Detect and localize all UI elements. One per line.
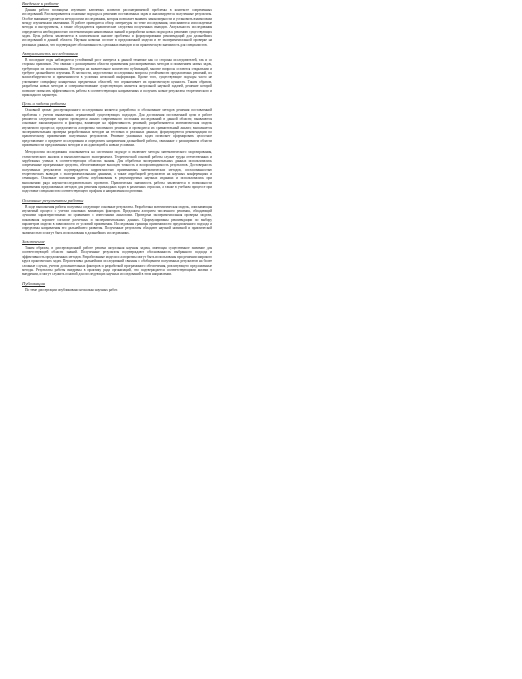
section-paragraph: Таким образом, в диссертационной работе решена актуальная научная задача, имеющая существенное значение для соответствующей области знаний. Полученные результаты подтверждают обоснованность выбранного подхода и эффективность предложенных методов. Разработанные модели и алгоритмы могут быть использованы при решении широкого круга практических задач. Перспективы дальнейших исследований связаны с обобщением полученных результатов на более сложные случаи, учетом дополнительных факторов и разработкой программного обеспечения, реализующего предложенные методы. Результаты работы внедрены в практику ряда организаций, что подтверждается соответствующими актами о внедрении, и могут служить основой для последующих научных исследований в этом направлении. [22,246,212,277]
section-results [22,198,212,235]
section-heading: Актуальность исследования [22,51,78,57]
section-heading: Публикации [22,280,46,286]
section-paragraph: В последние годы наблюдается устойчивый рост интереса к данной тематике как со стороны исследователей, так и со стороны практиков. Это связано с расширением области применения рассматриваемых методов и появлением новых задач, требующих их использования. Несмотря на значительное количество публикаций, многие вопросы остаются открытыми и требуют дальнейшего изучения. В частности, недостаточно исследованы вопросы устойчивости предлагаемых решений, их масштабируемости и применимости в условиях неполной информации. Кроме того, существующие подходы часто не учитывают специфику конкретных предметных областей, что ограничивает их практическую ценность. Таким образом, разработка новых методов и совершенствование существующих является актуальной научной задачей, решение которой позволит повысить эффективность работы в соответствующих направлениях и получить новые результаты теоретического и прикладного характера. [22,58,212,97]
section-intro [22,1,212,47]
section-paragraph: Данная работа посвящена изучению ключевых аспектов рассматриваемой проблемы в контексте современных исследований. Рассматриваются основные подходы к решению поставленных задач и анализируются полученные результаты. Особое внимание уделяется методологии исследования, которая позволяет выявить закономерности и установить взаимосвязи между изучаемыми явлениями. В работе приводится обзор литературы по теме исследования, описываются используемые методы и инструменты, а также обсуждаются практические следствия полученных выводов. Актуальность исследования определяется необходимостью систематизации накопленных знаний и разработки новых подходов к решению существующих задач. Цель работы заключается в комплексном анализе проблемы и формулировании рекомендаций для дальнейших исследований в данной области. Научная новизна состоит в предложенной модели и ее экспериментальной проверке на реальных данных, что подтверждает обоснованность сделанных выводов и их практическую значимость для специалистов. [22,8,212,47]
section-conclusion [22,239,212,276]
section-publications [22,281,212,292]
section-relevance [22,51,212,97]
section-heading: Цель и задачи работы [22,101,66,107]
section-heading: Основные результаты работы [22,197,84,203]
section-paragraph: В ходе выполнения работы получены следующие основные результаты. Разработана математическая модель, описывающая изучаемый процесс с учетом основных влияющих факторов. Предложен алгоритм численного решения, обладающий лучшими характеристиками по сравнению с известными аналогами. Проведена экспериментальная проверка модели, показавшая хорошее согласие расчетных и экспериментальных данных. Сформулированы рекомендации по выбору параметров модели в зависимости от условий применения. Исследованы границы применимости предложенного подхода и определены направления его дальнейшего развития. Полученные результаты обладают научной новизной и практической значимостью и могут быть использованы в дальнейших исследованиях. [22,204,212,235]
section-paragraph: По теме диссертации опубликовано несколько научных работ. [25,287,118,292]
section-paragraph: Основной целью диссертационного исследования является разработка и обоснование методов решения поставленной проблемы с учетом выявленных ограничений существующих подходов. Для достижения поставленной цели в работе решаются следующие задачи: проводится анализ современного состояния исследований в данной области; выявляются основные закономерности и факторы, влияющие на эффективность решений; разрабатывается математическая модель изучаемого процесса; предлагаются алгоритмы численного решения и проводится их сравнительный анализ; выполняется экспериментальная проверка разработанных методов на тестовых и реальных данных; формулируются рекомендации по практическому применению полученных результатов. Решение указанных задач позволяет сформировать целостное представление о предмете исследования и определить направления дальнейшей работы, связанные с расширением области применимости предложенных методов и их адаптацией к новым условиям. [22,108,212,147]
section-heading: Заключение [22,239,45,245]
section-paragraph: Методология исследования основывается на системном подходе и включает методы математического моделирования, статистического анализа и вычислительного эксперимента. Теоретической основой работы служат труды отечественных и зарубежных ученых в соответствующих областях знания. Для обработки экспериментальных данных использовались современные программные средства, обеспечивающие высокую точность и воспроизводимость результатов. Достоверность полученных результатов подтверждается корректностью применяемых математических методов, согласованностью теоретических выводов с экспериментальными данными, а также апробацией результатов на научных конференциях и семинарах. Основные положения работы опубликованы в рецензируемых научных изданиях и использовались при выполнении ряда научно-исследовательских проектов. Практическая значимость работы заключается в возможности применения предложенных методов для решения прикладных задач в различных отраслях, а также в учебном процессе при подготовке специалистов соответствующего профиля и направления подготовки. [22,150,212,194]
section-heading: Введение к работе [22,1,59,6]
document-page [22,0,212,292]
section-goals [22,101,212,194]
